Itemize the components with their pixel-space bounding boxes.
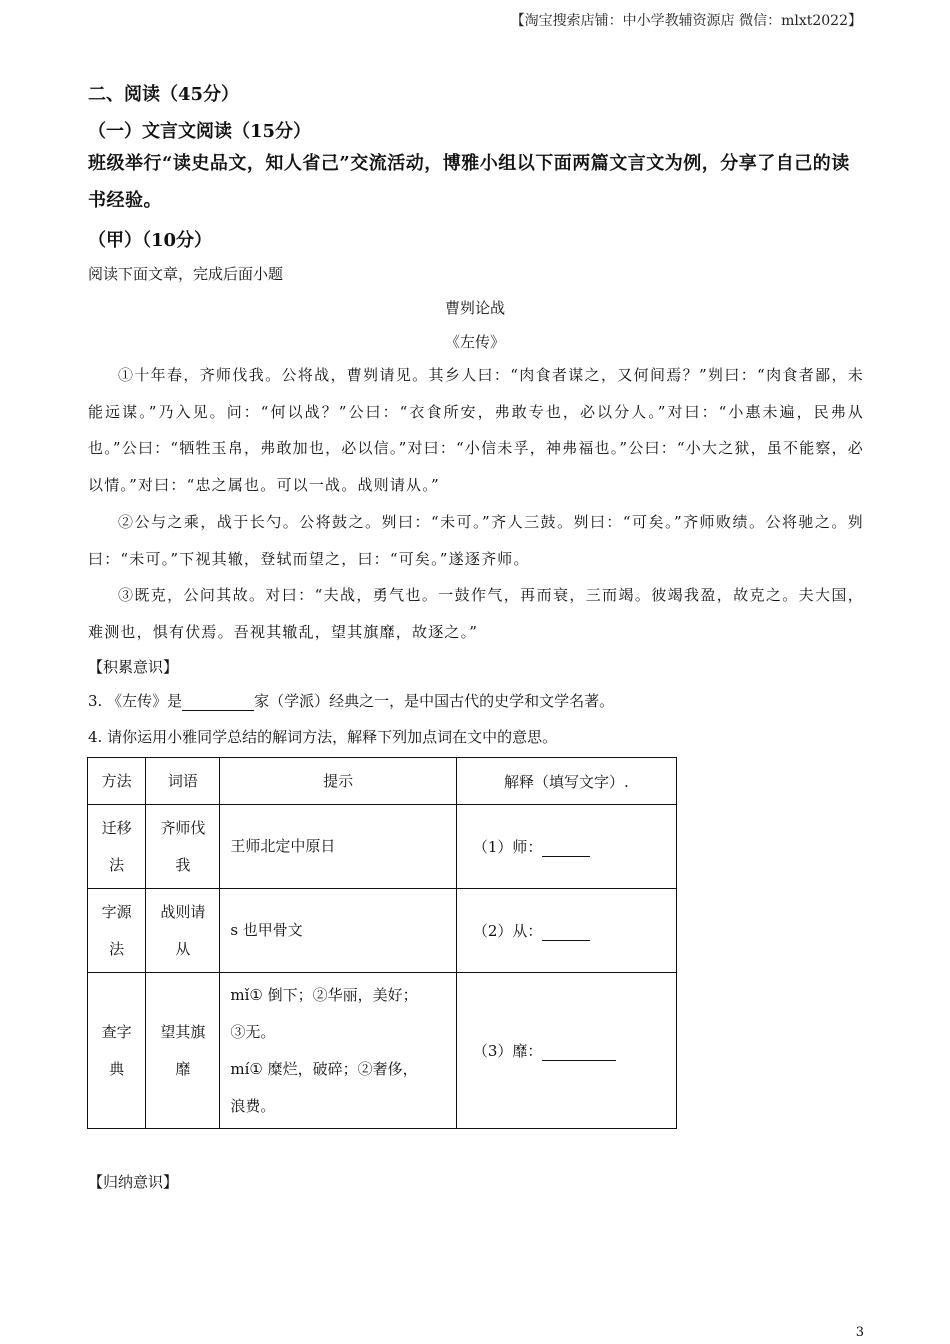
table-cell-word: 齐师伐我 (146, 805, 220, 889)
table-cell-hint: 王师北定中原日 (220, 805, 457, 889)
table-header-method: 方法 (88, 758, 146, 805)
question-3-before: 3. 《左传》是 (88, 692, 183, 710)
table-header-answer: 解释（填写文字）. (456, 758, 676, 805)
table-cell-word: 望其旗靡 (146, 973, 220, 1129)
passage-title: 曹刿论战 (444, 299, 505, 317)
hint-line: 浪费。 (230, 1096, 276, 1115)
summary-label: 【归纳意识】 (88, 1173, 179, 1191)
table-row (88, 973, 677, 1129)
table-cell-answer (456, 805, 676, 889)
question-3-blank[interactable] (182, 692, 254, 711)
reading-instruction: 阅读下面文章，完成后面小题 (88, 265, 284, 283)
question-4: 4. 请你运用小雅同学总结的解词方法，解释下列加点词在文中的意思。 (88, 728, 558, 746)
answer-blank[interactable] (542, 838, 590, 857)
answer-blank[interactable] (542, 1042, 616, 1061)
table-row (88, 889, 677, 973)
accumulate-label: 【积累意识】 (88, 658, 179, 676)
answer-blank[interactable] (542, 922, 590, 941)
passage-paragraph-2: ②公与之乘，战于长勺。公将鼓之。刿曰：“未可。”齐人三鼓。刿曰：“可矣。”齐师败绩。公将驰之。刿曰：“未可。”下视其辙，登轼而望之，曰：“可矣。”遂逐齐师。 (88, 513, 864, 568)
table-cell-answer (456, 889, 676, 973)
table-cell-answer (456, 973, 676, 1129)
table-cell-word: 战则请从 (146, 889, 220, 973)
table-cell-hint: s 也甲骨文 (220, 889, 457, 973)
question-3 (88, 690, 614, 711)
answer-label: （1）师： (472, 838, 543, 856)
vocabulary-table (87, 757, 677, 1129)
table-header-word: 词语 (146, 758, 220, 805)
table-row (88, 805, 677, 889)
section-subtitle: （一）文言文阅读（15分） (88, 121, 312, 142)
hint-line: ③无。 (230, 1022, 276, 1041)
question-3-after: 家（学派）经典之一，是中国古代的史学和文学名著。 (254, 692, 615, 710)
table-cell-method: 查字典 (88, 973, 146, 1129)
page-header: 【淘宝搜索店铺：中小学教辅资源店 微信：mlxt2022】 (510, 13, 862, 29)
passage-source: 《左传》 (444, 333, 505, 351)
page-number: 3 (855, 1325, 864, 1340)
section-title: 二、阅读（45分） (88, 84, 240, 105)
passage-paragraph-3: ③既克，公问其故。对曰：“夫战，勇气也。一鼓作气，再而衰，三而竭。彼竭我盈，故克之。夫大国，难测也，惧有伏焉。吾视其辙乱，望其旗靡，故逐之。” (88, 586, 864, 641)
hint-line: mí① 糜烂，破碎；②奢侈， (230, 1059, 418, 1078)
table-cell-method: 字源法 (88, 889, 146, 973)
passage-paragraph-1: ①十年春，齐师伐我。公将战，曹刿请见。其乡人曰：“肉食者谋之，又何间焉？”刿曰：“肉食者鄙，未能远谋。”乃入见。问：“何以战？”公曰：“衣食所安，弗敢专也，必以分人。”对曰：“小惠未遍，民弗从也。”公曰：“牺牲玉帛，弗敢加也，必以信。”对曰：“小信未孚，神弗福也。”公曰：“小大之狱，虽不能察，必以情。”对曰：“忠之属也。可以一战。战则请从。” (88, 366, 864, 494)
section-intro: 班级举行“读史品文，知人省己”交流活动，博雅小组以下面两篇文言文为例，分享了自己的读书经验。 (88, 153, 850, 211)
table-cell-hint (220, 973, 457, 1129)
answer-label: （3）靡： (472, 1042, 543, 1060)
table-header-hint: 提示 (220, 758, 457, 805)
hint-line: mǐ① 倒下；②华丽，美好； (230, 985, 418, 1004)
answer-label: （2）从： (472, 922, 543, 940)
table-header-row (88, 758, 677, 805)
table-cell-method: 迁移法 (88, 805, 146, 889)
part-label: （甲）（10分） (88, 230, 213, 251)
